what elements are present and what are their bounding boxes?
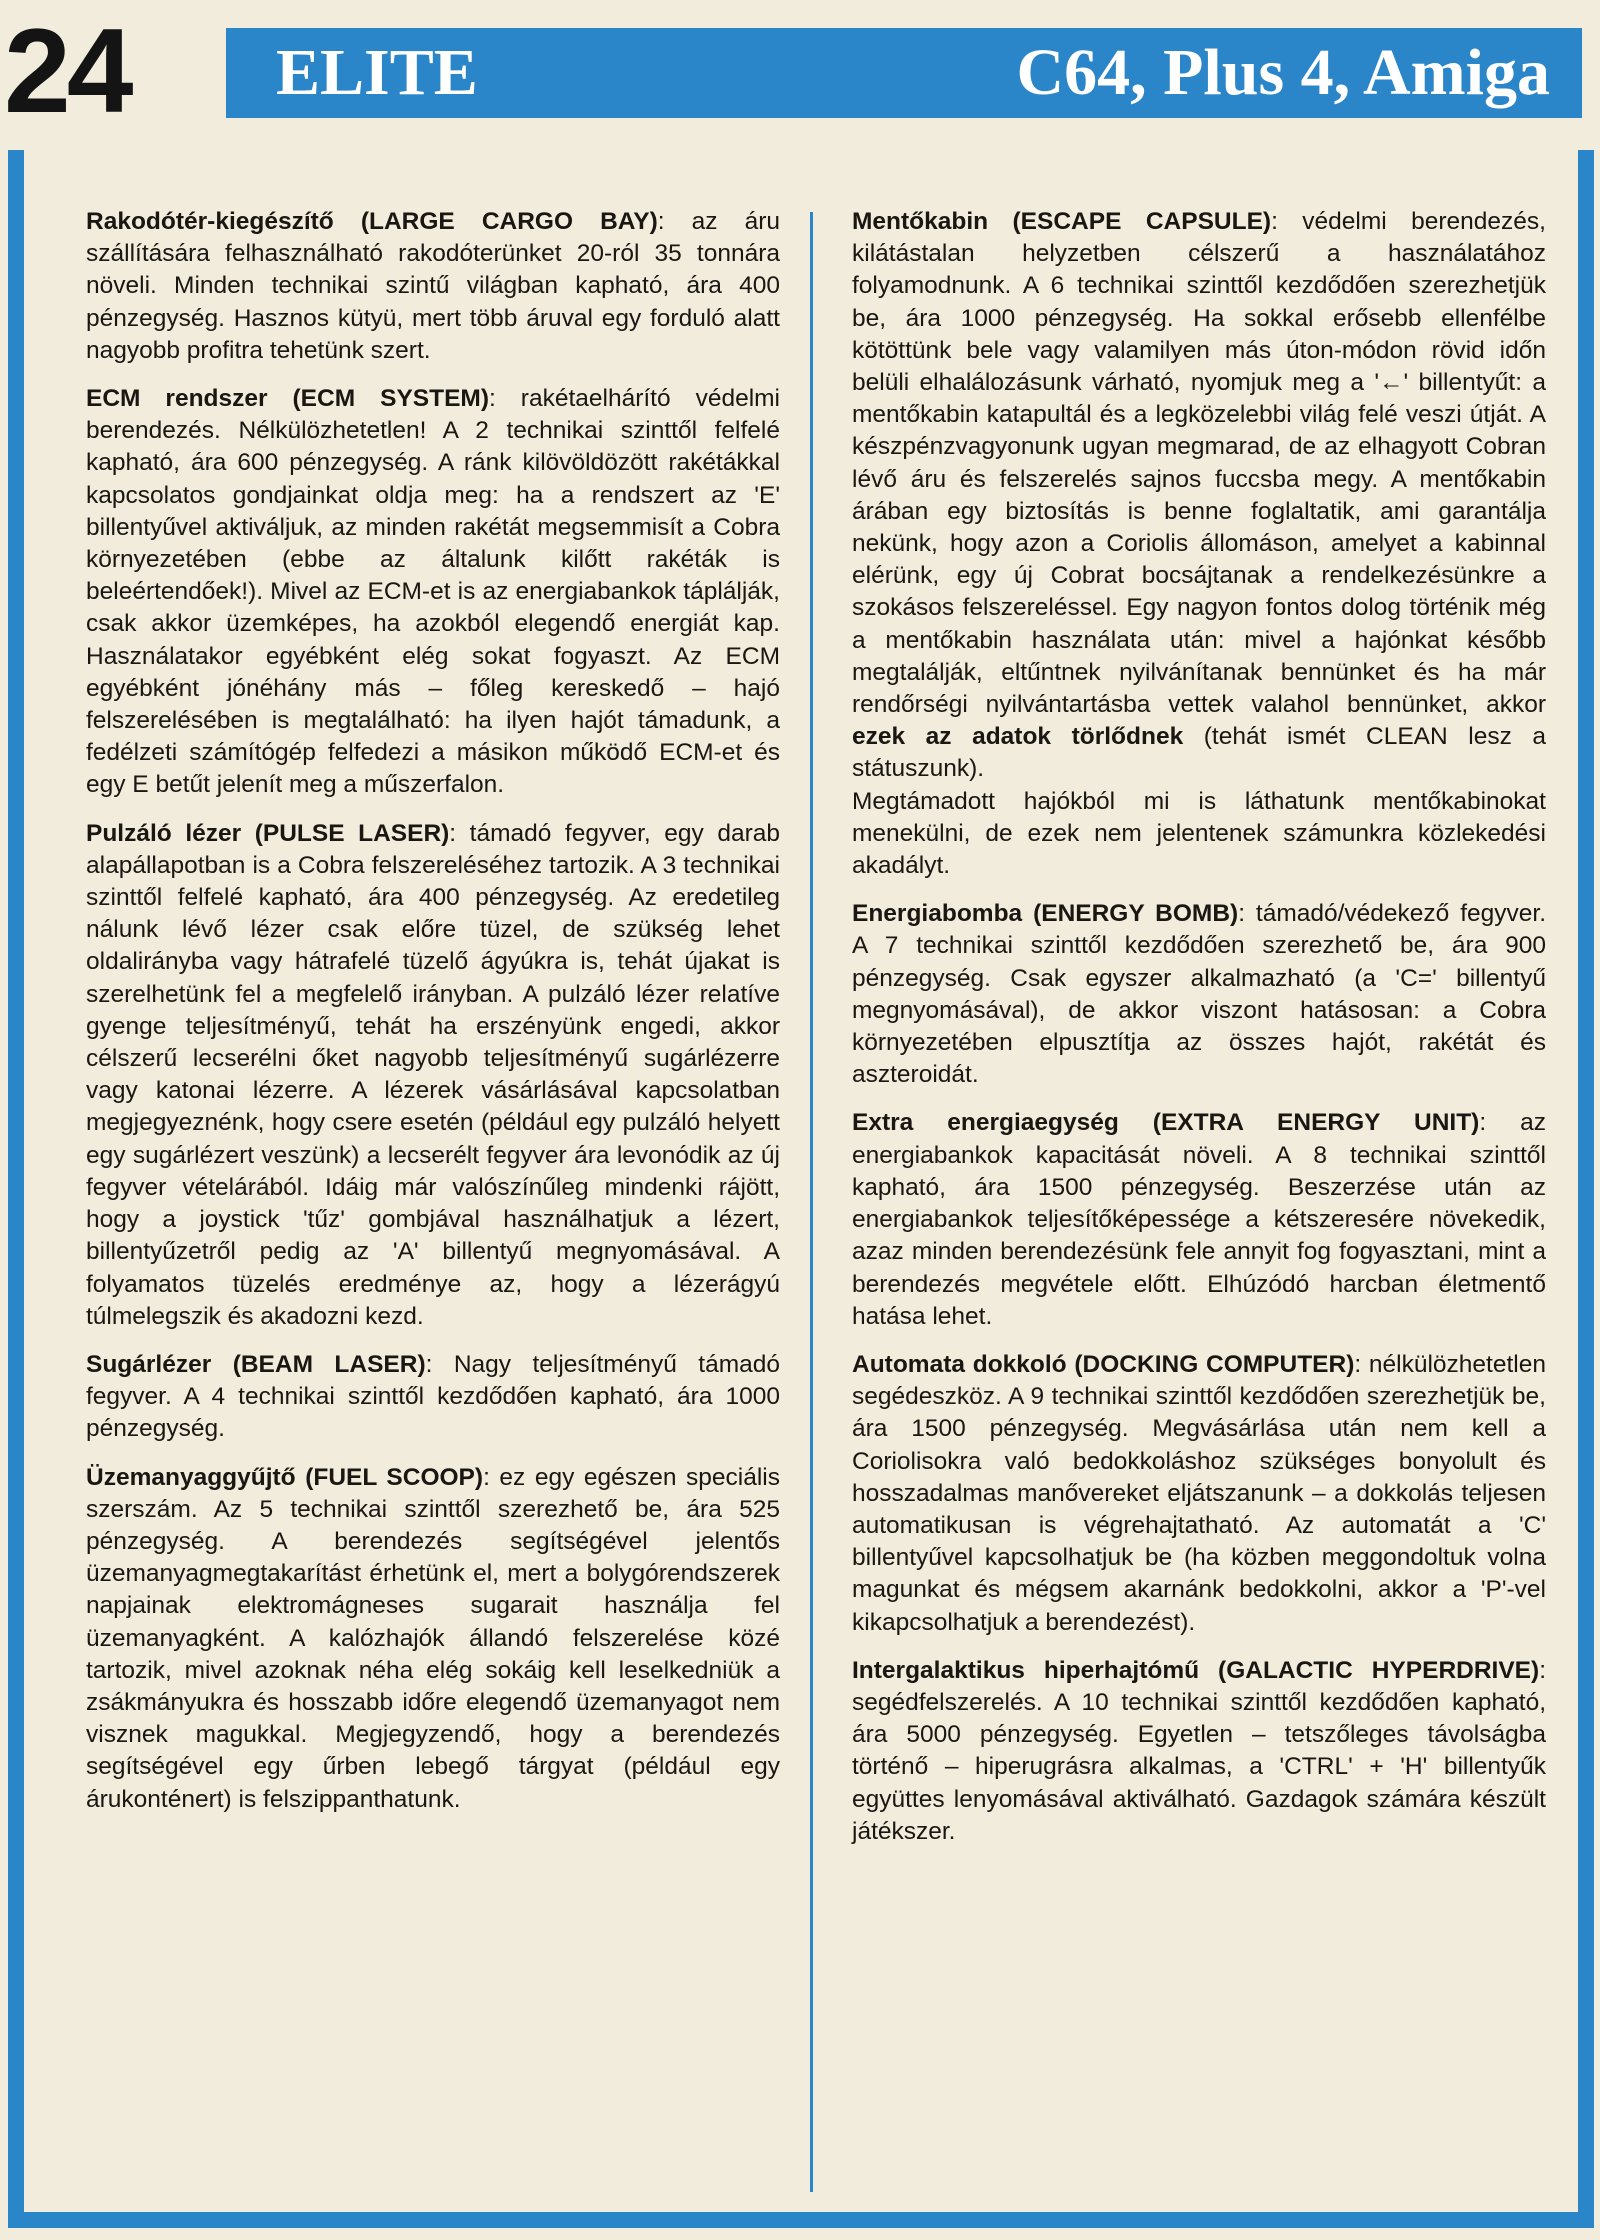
entry-title: Automata dokkoló (DOCKING COMPUTER) [852, 1350, 1355, 1378]
entry-extra-paragraph: Megtámadott hajókból mi is láthatunk mentőkabinokat menekülni, de ezek nem jelentenek számunkra közlekedési akadályt. [852, 787, 1546, 880]
entry-text: : rakétaelhárító védelmi berendezés. Nélkülözhetetlen! A 2 technikai szinttől felfelé kapható, ára 600 pénzegység. A ránk kilövöldözött rakétákkal kapcsolatos gondjainkat oldja meg: ha a rendszert az 'E' billentyűvel aktiváljuk, az minden rakétát megsemmisít a Cobra környezetében (ebbe az általunk kilőtt rakéták is beleértendőek!). Mivel az ECM-et is az energiabankok táplálják, csak akkor üzemképes, ha azokból elegendő energiát kap. Használatakor egyébként elég sokat fogyaszt. Az ECM egyébként jónéhány más – főleg kereskedő – hajó felszerelésében is megtalálható: ha ilyen hajót támadunk, a fedélzeti számítógép felfedezi a másikon működő ECM-et és egy E betűt jelenít meg a műszerfalon. [86, 385, 780, 799]
frame-border-bottom [8, 2212, 1594, 2228]
entry-extra-energy-unit [852, 1107, 1546, 1332]
entry-text-after: (tehát ismét CLEAN lesz a státuszunk). [852, 723, 1546, 783]
entry-ecm-system [86, 383, 780, 802]
entry-text: : nélkülözhetetlen segédeszköz. A 9 technikai szinttől kezdődően szerezhetjük be, ára 1500 pénzegység. Megvásárlása után nem kell a Coriolisokra való bedokkoláshoz szükséges bonyolult és hosszadalmas manővereket eljátszanunk – a dokkolás teljesen automatikusan is végrehajtatható. Az automatát a 'C' billentyűvel kapcsolhatjuk be (ha közben meggondoltuk volna magunkat és mégsem akarnánk bedokkolni, akkor a 'P'-vel kikapcsolhatjuk a berendezést). [852, 1350, 1546, 1636]
entry-title: Üzemanyaggyűjtő (FUEL SCOOP) [86, 1463, 484, 1491]
entry-pulse-laser [86, 818, 780, 1333]
entry-text: : támadó fegyver, egy darab alapállapotban is a Cobra felszereléséhez tartozik. A 3 technikai szinttől felfelé kapható, ára 400 pénzegység. Az eredetileg nálunk lévő lézer csak előre tüzel, de szükség lehet oldalirányba vagy hátrafelé tüzelő ágyúkra is, tehát újakat is szerelhetünk fel a megfelelő irányban. A pulzáló lézer relatíve gyenge teljesítményű, tehát ha erszényünk engedi, akkor célszerű lecserélni őket nagyobb teljesítményű sugárlézerre vagy katonai lézerre. A lézerek vásárlásával kapcsolatban megjegyeznénk, hogy csere esetén (például egy pulzáló helyett egy sugárlézert veszünk) a lecserélt fegyver ára levonódik az új fegyver vételárából. Idáig már valószínűleg mindenki rájött, hogy a joystick 'tűz' gombjával használhatjuk a lézert, billentyűzetről pedig az 'A' billentyű megnyomásával. A folyamatos tüzelés eredménye az, hogy a lézerágyú túlmelegszik és akadozni kezd. [86, 819, 780, 1330]
entry-bold-phrase: ezek az adatok törlődnek [852, 723, 1184, 751]
entry-title: Pulzáló lézer (PULSE LASER) [86, 819, 450, 847]
entry-text: : Nagy teljesítményű támadó fegyver. A 4 technikai szinttől kezdődően kapható, ára 1000 pénzegység. [86, 1350, 780, 1443]
entry-fuel-scoop [86, 1462, 780, 1816]
entry-text: : ez egy egészen speciális szerszám. Az 5 technikai szinttől szerezhető be, ára 525 pénzegység. A berendezés segítségével jelentős üzemanyagmegtakarítást érhetünk el, mert a bolygórendszerek napjainak elektromágneses sugarait használja fel üzemanyagként. A kalózhajók állandó felszerelése közé tartozik, mivel azoknak néha elég sokáig kell leselkedniük a zsákmányukra és hosszabb időre elegendő üzemanyagot nem visznek magukkal. Megjegyzendő, hogy a berendezés segítségével egy űrben lebegő tárgyat (például egy árukonténert) is felszippanthatunk. [86, 1463, 780, 1813]
frame-border-left [8, 150, 24, 2228]
entry-energy-bomb [852, 898, 1546, 1091]
column-divider [810, 212, 813, 2192]
right-column [852, 206, 1546, 1864]
entry-text: : az energiabankok kapacitását növeli. A 8 technikai szinttől kapható, ára 1500 pénzegység. Beszerzése után az energiabankok teljesítőképessége a kétszeresére növekedik, azaz minden berendezésünk fele annyit fog fogyasztani, mint a berendezés megvétele előtt. Elhúzódó harcban életmentő hatása lehet. [852, 1109, 1546, 1330]
entry-title: Rakodótér-kiegészítő (LARGE CARGO BAY) [86, 208, 658, 235]
platforms-label: C64, Plus 4, Amiga [1016, 36, 1550, 109]
entry-docking-computer [852, 1349, 1546, 1639]
entry-title: Extra energiaegység (EXTRA ENERGY UNIT) [852, 1109, 1480, 1137]
entry-text: : támadó/védekező fegyver. A 7 technikai szinttől kezdődően szerezhető be, ára 900 pénzegység. Csak egyszer alkalmazható (a 'C=' billentyű megnyomásával), de akkor viszont hatásosan: a Cobra környezetében elpusztítja az összes hajót, rakétát és aszteroidát. [852, 900, 1547, 1089]
entry-text: : segédfelszerelés. A 10 technikai szinttől kezdődően kapható, ára 5000 pénzegység. Egyetlen – tetszőleges távolságba történő – hiperugrásra alkalmas, a 'CTRL' + 'H' billentyűk együttes lenyomásával aktiválható. Gazdagok számára készült játékszer. [852, 1656, 1546, 1845]
frame-border-right [1578, 150, 1594, 2228]
entry-text: : az áru szállítására felhasználható rakodóterünket 20-ról 35 tonnára növeli. Minden technikai szintű világban kapható, ára 400 pénzegység. Hasznos kütyü, mert több áruval egy forduló alatt nagyobb profitra tehetünk szert. [86, 208, 780, 364]
entry-title: Mentőkabin (ESCAPE CAPSULE) [852, 208, 1272, 235]
entry-title: ECM rendszer (ECM SYSTEM) [86, 385, 489, 413]
left-column [86, 206, 780, 1832]
game-title: ELITE [276, 36, 478, 109]
entry-beam-laser [86, 1349, 780, 1446]
entry-escape-capsule [852, 206, 1546, 882]
entry-large-cargo-bay [86, 206, 780, 367]
entry-title: Intergalaktikus hiperhajtómű (GALACTIC HYPERDRIVE) [852, 1656, 1540, 1684]
page-number: 24 [4, 4, 130, 138]
entry-text: : védelmi berendezés, kilátástalan helyzetben célszerű a használatához folyamodnunk. A 6 technikai szinttől kezdődően szerezhetjük be, ára 1000 pénzegység. Ha sokkal erősebb ellenfélbe kötöttünk bele vagy valamilyen más úton-módon rövid időn belüli elhalálozásunk várható, nyomjuk meg a '←' billentyűt: a mentőkabin katapultál és a legközelebbi világ felé veszi útját. A készpénzvagyonunk ugyan megmarad, de az elhagyott Cobran lévő áru és felszerelés sajnos fuccsba megy. A mentőkabin árában egy biztosítás is benne foglaltatik, ami garantálja nekünk, hogy azon a Coriolis állomáson, amelyet a kabinnal elérünk, egy új Cobrat bocsájtanak a rendelkezésünkre a szokásos felszereléssel. Egy nagyon fontos dolog történik még a mentőkabin használata után: mivel a hajónkat később megtalálják, eltűntnek nyilvánítanak bennünket és ha már rendőrségi nyilvántartásba vettek valahol bennünket, akkor [852, 208, 1546, 719]
header-banner [226, 28, 1582, 118]
entry-galactic-hyperdrive [852, 1655, 1546, 1848]
entry-title: Energiabomba (ENERGY BOMB) [852, 900, 1239, 928]
entry-title: Sugárlézer (BEAM LASER) [86, 1350, 426, 1378]
